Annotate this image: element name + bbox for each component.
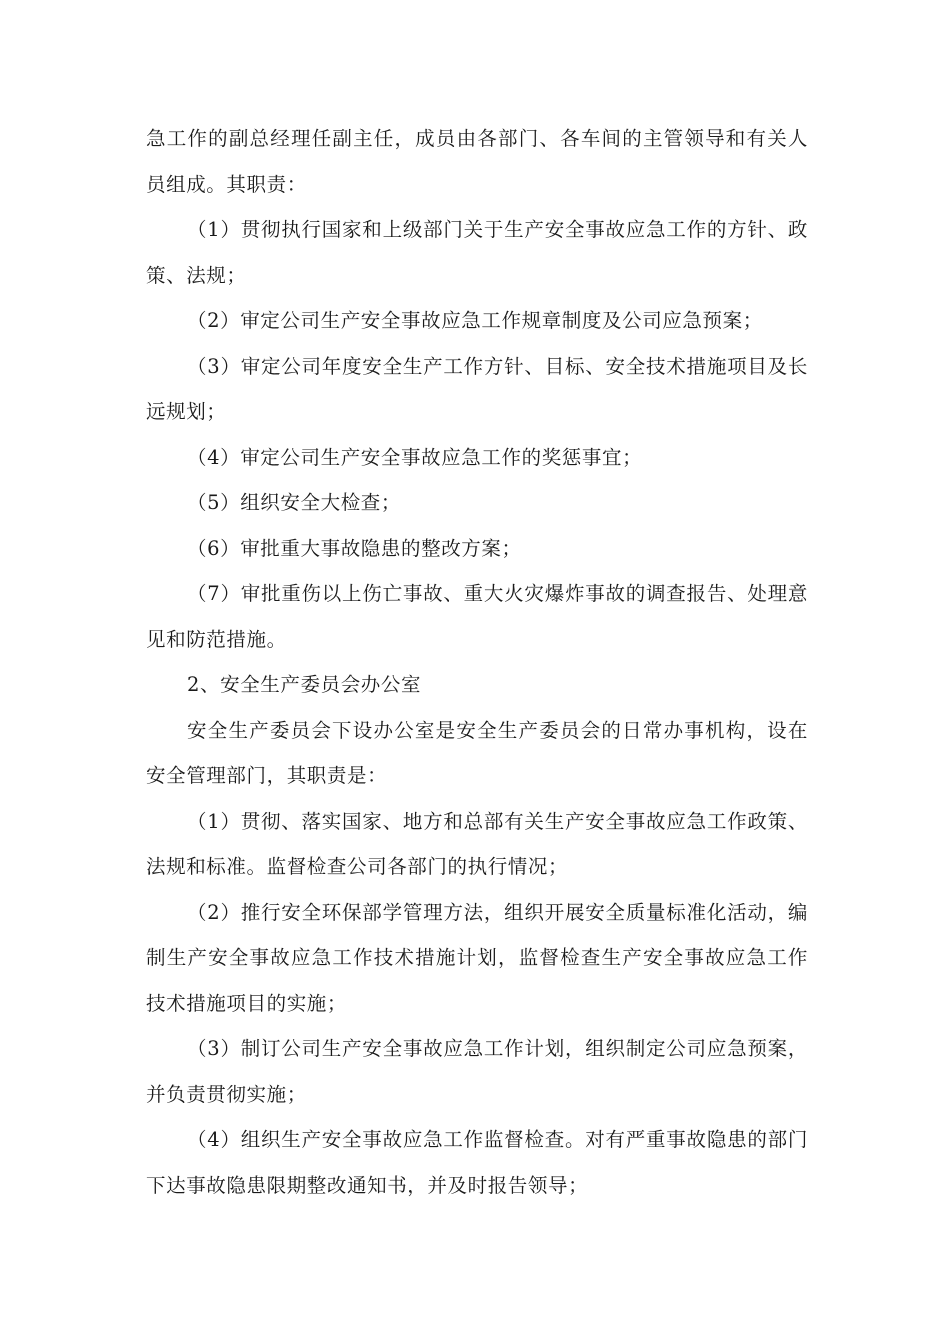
paragraph-office-intro: 安全生产委员会下设办公室是安全生产委员会的日常办事机构，设在安全管理部门，其职责是： [146, 718, 808, 787]
paragraph-office-duty-2: （2）推行安全环保部学管理方法，组织开展安全质量标准化活动，编制生产安全事故应急工作技术措施计划，监督检查生产安全事故应急工作技术措施项目的实施； [146, 900, 808, 1015]
section-heading-office: 2、安全生产委员会办公室 [187, 673, 422, 696]
paragraph-duty-3: （3）审定公司年度安全生产工作方针、目标、安全技术措施项目及长远规划； [146, 354, 808, 423]
paragraph-office-duty-3: （3）制订公司生产安全事故应急工作计划，组织制定公司应急预案，并负责贯彻实施； [146, 1037, 808, 1106]
paragraph-duty-2: （2）审定公司生产安全事故应急工作规章制度及公司应急预案； [187, 309, 763, 332]
paragraph-intro: 急工作的副总经理任副主任，成员由各部门、各车间的主管领导和有关人员组成。其职责： [146, 127, 808, 196]
document-body [146, 116, 808, 1208]
paragraph-office-duty-1: （1）贯彻、落实国家、地方和总部有关生产安全事故应急工作政策、法规和标准。监督检查公司各部门的执行情况； [146, 809, 808, 878]
paragraph-duty-5: （5）组织安全大检查； [187, 491, 402, 514]
paragraph-office-duty-4: （4）组织生产安全事故应急工作监督检查。对有严重事故隐患的部门下达事故隐患限期整改通知书，并及时报告领导； [146, 1128, 808, 1197]
paragraph-duty-7: （7）审批重伤以上伤亡事故、重大火灾爆炸事故的调查报告、处理意见和防范措施。 [146, 582, 808, 651]
paragraph-duty-4: （4）审定公司生产安全事故应急工作的奖惩事宜； [187, 445, 643, 469]
paragraph-duty-6: （6）审批重大事故隐患的整改方案； [187, 536, 522, 560]
paragraph-duty-1: （1）贯彻执行国家和上级部门关于生产安全事故应急工作的方针、政策、法规； [146, 218, 808, 287]
